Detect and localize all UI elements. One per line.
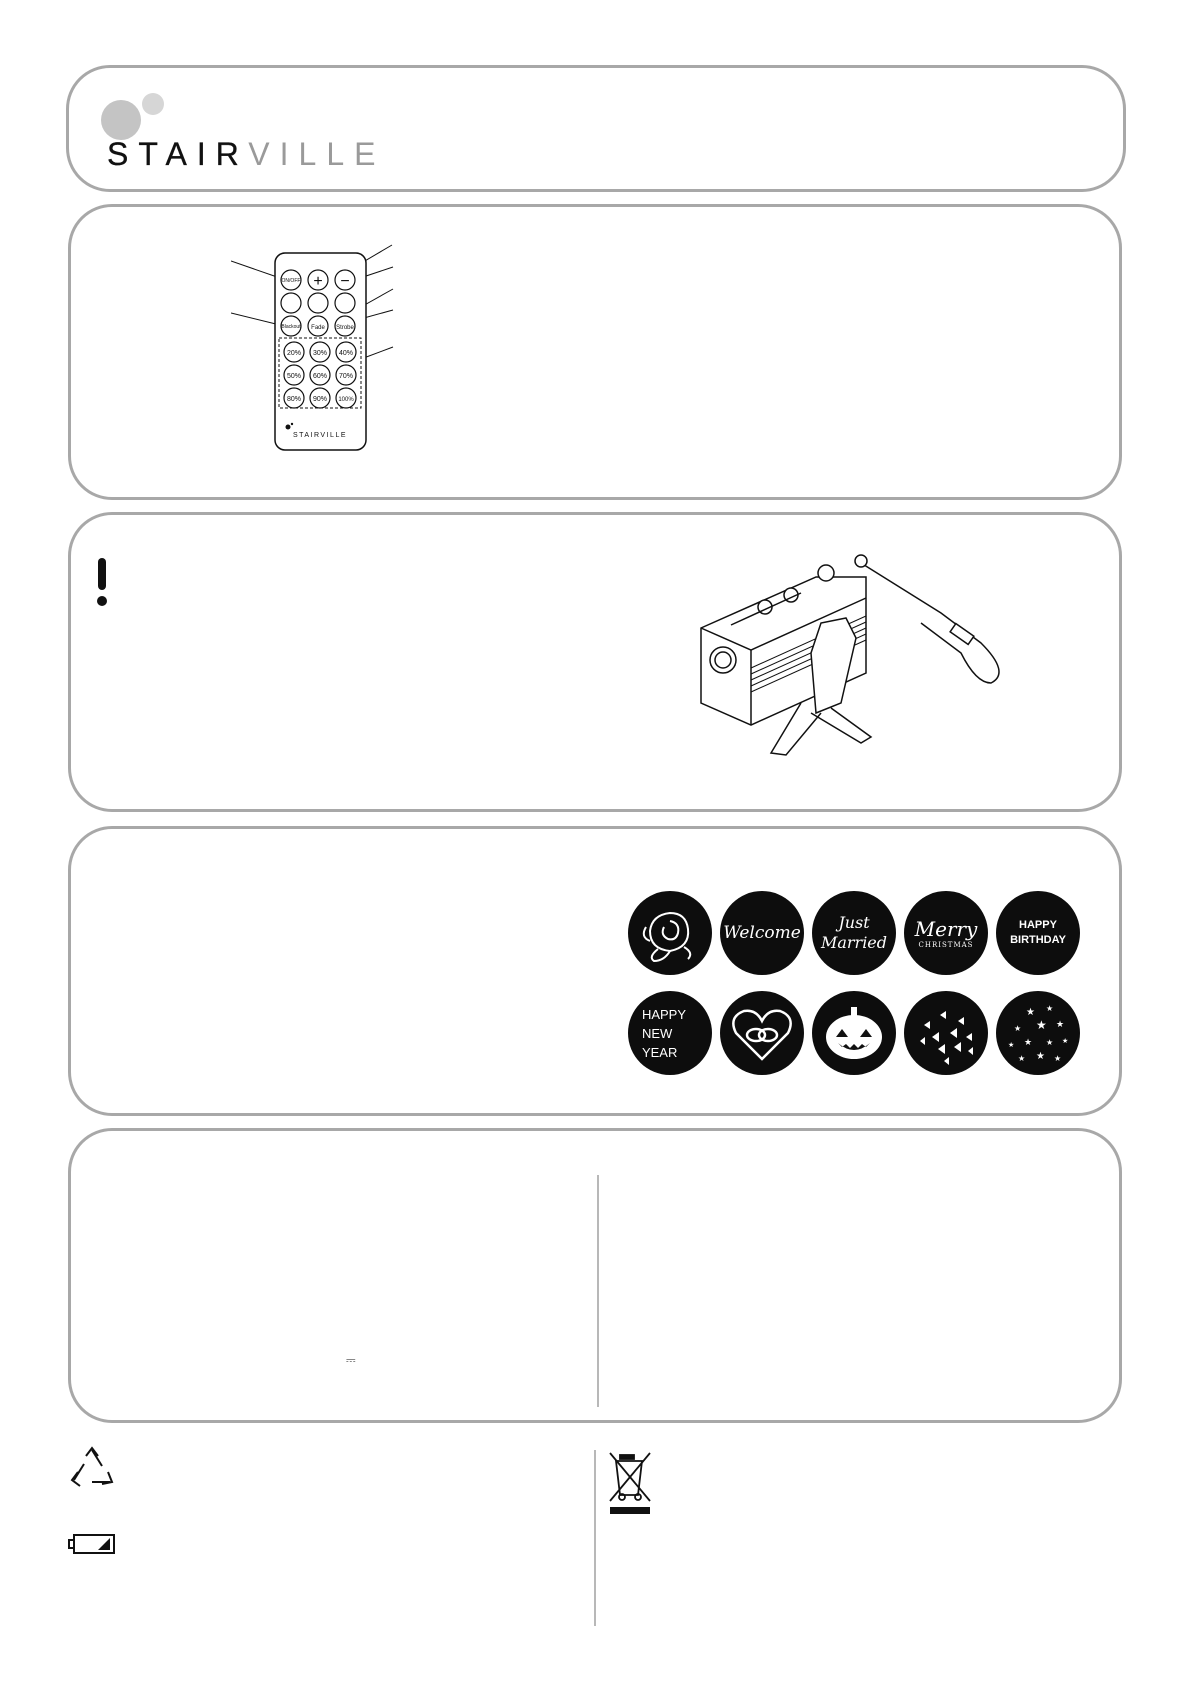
logo-ville: VILLE: [248, 136, 386, 172]
crossed-out-bin-icon: [606, 1449, 654, 1515]
svg-text:★: ★: [1056, 1019, 1065, 1029]
recycle-icon: [68, 1446, 116, 1494]
device-panel: [68, 512, 1122, 812]
remote-logo-text: STAIRVILLE: [292, 432, 348, 439]
remote-btn-20: 20%: [286, 350, 302, 357]
remote-btn-80: 80%: [286, 396, 302, 403]
remote-btn-100: 100%: [338, 397, 354, 403]
gobo-happy-new-year: [628, 991, 712, 1075]
remote-btn-strobe: Strobe: [336, 325, 354, 331]
gobo-welcome-text: Welcome: [723, 923, 801, 943]
svg-text:★: ★: [1046, 1004, 1054, 1013]
svg-text:★: ★: [1014, 1024, 1022, 1033]
battery-icon: [68, 1533, 116, 1555]
svg-text:★: ★: [1054, 1054, 1062, 1063]
logo-wordmark: [107, 136, 385, 173]
gobo-rose: [628, 891, 712, 975]
gobo-birthday-line2: BIRTHDAY: [1010, 934, 1066, 946]
svg-text:★: ★: [1046, 1038, 1054, 1047]
remote-btn-90: 90%: [312, 396, 328, 403]
projector-illustration: [691, 543, 1101, 773]
gobo-birthday-line1: HAPPY: [1019, 919, 1057, 931]
remote-btn-plus: +: [313, 273, 323, 290]
gobo-happy-birthday: [996, 891, 1080, 975]
remote-illustration: [231, 241, 511, 471]
svg-text:★: ★: [1036, 1018, 1047, 1032]
gobo-newyear-line1: HAPPY: [641, 1006, 687, 1022]
gobo-heart-rings: [720, 991, 804, 1075]
gobo-just-married: [812, 891, 896, 975]
gobo-newyear-line3: YEAR: [641, 1044, 678, 1060]
remote-btn-onoff: ON/OFF: [281, 278, 301, 284]
gobo-just-married-line1: Just: [838, 913, 870, 932]
svg-text:★: ★: [1018, 1054, 1026, 1063]
svg-text:★: ★: [1036, 1051, 1045, 1062]
remote-btn-minus: −: [340, 273, 350, 290]
remote-btn-30: 30%: [312, 350, 328, 357]
remote-btn-60: 60%: [312, 373, 328, 380]
warning-icon: [95, 558, 109, 608]
svg-text:★: ★: [1024, 1037, 1033, 1047]
svg-text:★: ★: [1026, 1007, 1035, 1018]
gobos-panel: [68, 826, 1122, 1116]
gobo-merry-christmas: [904, 891, 988, 975]
gobo-newyear-line2: NEW: [641, 1025, 673, 1041]
specs-panel: [68, 1128, 1122, 1423]
remote-btn-blackout: Blackout: [281, 324, 301, 330]
svg-text:★: ★: [1062, 1038, 1069, 1045]
remote-btn-50: 50%: [286, 373, 302, 380]
dc-symbol: ⎓: [346, 1353, 356, 1367]
logo-dots: [98, 90, 168, 142]
gobo-welcome: [720, 891, 804, 975]
logo-stair: STAIR: [107, 136, 249, 172]
gobo-pumpkin: [812, 991, 896, 1075]
gobo-merry-line2: CHRISTMAS: [918, 941, 974, 949]
footer-divider: [594, 1450, 596, 1626]
svg-text:★: ★: [1008, 1042, 1015, 1049]
remote-btn-70: 70%: [338, 373, 354, 380]
gobo-merry-line1: Merry: [914, 917, 978, 941]
header-panel: [66, 65, 1126, 192]
gobo-just-married-line2: Married: [820, 933, 888, 952]
gobo-butterflies: [904, 991, 988, 1075]
remote-panel: [68, 204, 1122, 500]
remote-btn-fade: Fade: [311, 325, 325, 331]
specs-divider: [597, 1175, 599, 1407]
remote-btn-40: 40%: [338, 350, 354, 357]
gobo-stars: [996, 991, 1080, 1075]
